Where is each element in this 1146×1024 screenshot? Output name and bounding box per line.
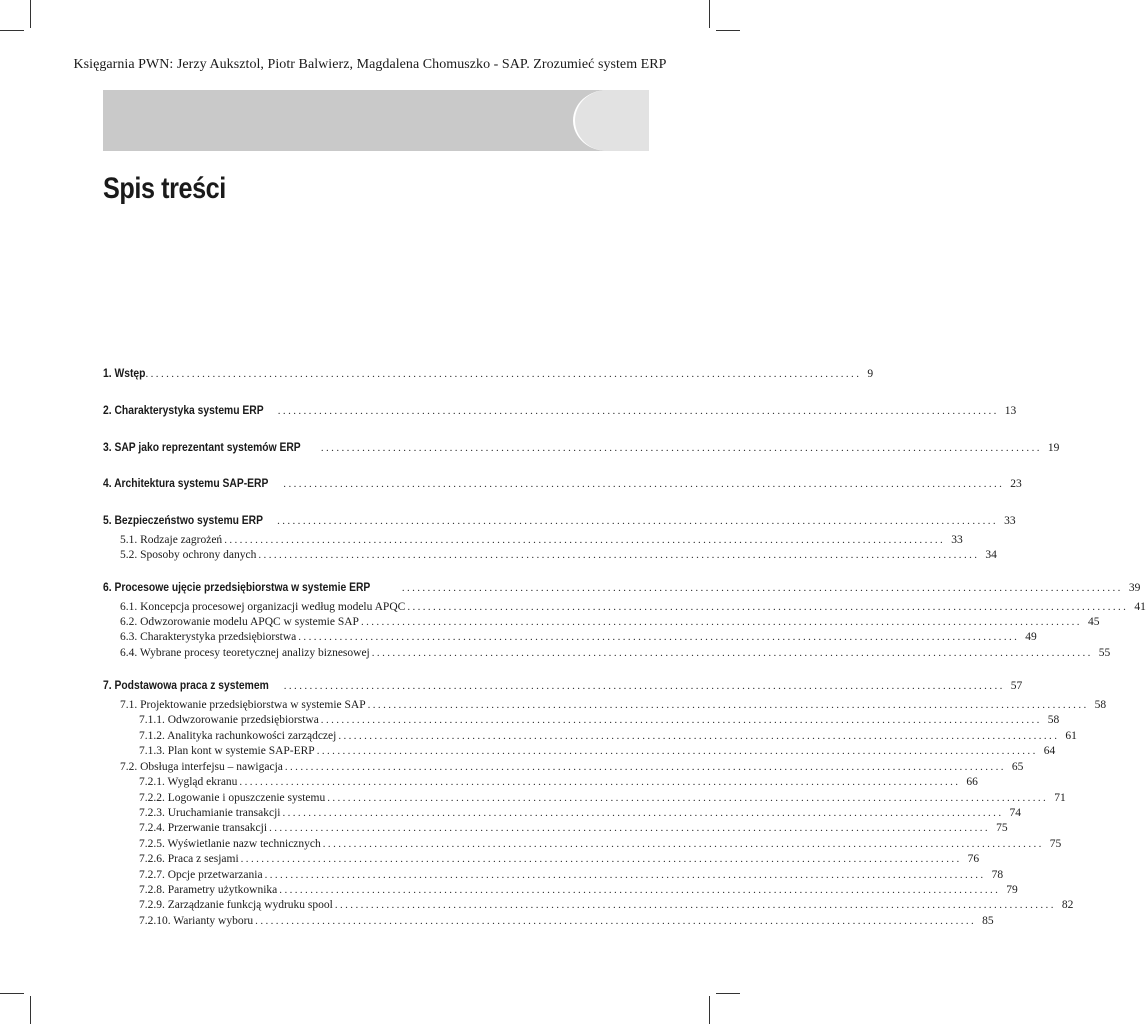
toc-page-number: 61 <box>1065 730 1077 742</box>
toc-page-number: 74 <box>1009 807 1021 819</box>
toc-page-number: 76 <box>967 853 980 865</box>
toc-entry-label: 5.2. Sposoby ochrony danych <box>120 549 257 561</box>
toc-page-number: 23 <box>1010 478 1022 490</box>
crop-mark <box>0 993 24 994</box>
toc-entry-label: 6. Procesowe ujęcie przedsiębiorstwa w systemie ERP <box>103 580 371 594</box>
leader-dots: ............................................................................................................................................ <box>282 807 1004 819</box>
toc-entry[interactable] <box>139 899 1074 911</box>
leader-dots: ............................................................................................................................................ <box>283 680 1005 692</box>
leader-dots: ............................................................................................................................................ <box>283 478 1005 490</box>
toc-entry[interactable] <box>120 616 1100 628</box>
crop-mark <box>30 0 31 28</box>
leader-dots: ............................................................................................................................................ <box>140 368 862 380</box>
leader-dots: ............................................................................................................................................ <box>322 838 1044 850</box>
toc-page-number: 58 <box>1047 714 1060 726</box>
toc-entry[interactable] <box>120 534 963 546</box>
toc-entry[interactable] <box>139 745 1056 757</box>
leader-dots: ............................................................................................................................................ <box>298 631 1020 643</box>
leader-dots: ............................................................................................................................................ <box>327 792 1049 804</box>
leader-dots: ............................................................................................................................................ <box>277 405 999 417</box>
leader-dots: ............................................................................................................................................ <box>284 761 1006 773</box>
toc-entry[interactable] <box>139 853 980 865</box>
toc-entry-label: 5.1. Rodzaje zagrożeń <box>120 534 223 546</box>
toc-page-number: 82 <box>1061 899 1074 911</box>
leader-dots: ............................................................................................................................................ <box>320 714 1042 726</box>
toc-entry-label: 7.2.5. Wyświetlanie nazw technicznych <box>139 838 321 850</box>
page-title: Spis treści <box>103 172 226 205</box>
running-header: Księgarnia PWN: Jerzy Auksztol, Piotr Balwierz, Magdalena Chomuszko - SAP. Zrozumieć system ERP <box>73 57 667 72</box>
leader-dots: ............................................................................................................................................ <box>371 647 1093 659</box>
toc-page-number: 71 <box>1054 792 1066 804</box>
toc-entry-label: 6.4. Wybrane procesy teoretycznej analizy biznesowej <box>120 647 370 659</box>
toc-entry-label: 7. Podstawowa praca z systemem <box>103 678 269 692</box>
crop-mark <box>709 996 710 1024</box>
toc-page-number: 57 <box>1010 680 1023 692</box>
toc-entry-label: 7.2. Obsługa interfejsu – nawigacja <box>120 761 283 773</box>
toc-page-number: 19 <box>1047 442 1060 454</box>
toc-entry[interactable] <box>139 807 1021 819</box>
toc-entry[interactable] <box>139 730 1077 742</box>
toc-entry-label: 7.2.10. Warianty wyboru <box>139 915 254 927</box>
toc-page-number: 79 <box>1006 884 1018 896</box>
toc-entry-label: 7.1.1. Odwzorowanie przedsiębiorstwa <box>139 714 319 726</box>
toc-entry[interactable] <box>120 699 1107 711</box>
toc-page-number: 33 <box>951 534 963 546</box>
toc-page-number: 75 <box>996 822 1008 834</box>
toc-entry-label: 7.1.3. Plan kont w systemie SAP-ERP <box>139 745 315 757</box>
toc-entry[interactable] <box>120 631 1037 643</box>
crop-mark <box>709 0 710 28</box>
leader-dots: ............................................................................................................................................ <box>277 515 999 527</box>
toc-entry[interactable] <box>139 838 1062 850</box>
leader-dots: ............................................................................................................................................ <box>240 853 962 865</box>
crop-mark <box>716 30 740 31</box>
toc-entry[interactable] <box>103 366 874 380</box>
toc-entry-label: 2. Charakterystyka systemu ERP <box>103 403 264 417</box>
toc-entry[interactable] <box>139 776 978 788</box>
toc-page-number: 64 <box>1043 745 1056 757</box>
toc-page-number: 49 <box>1025 631 1037 643</box>
toc-entry-label: 1. Wstęp <box>103 366 146 380</box>
toc-entry[interactable] <box>139 915 994 927</box>
toc-entry[interactable] <box>139 792 1066 804</box>
leader-dots: ............................................................................................................................................ <box>264 869 986 881</box>
leader-dots: ............................................................................................................................................ <box>360 616 1082 628</box>
toc-entry-label: 5. Bezpieczeństwo systemu ERP <box>103 513 264 527</box>
toc-entry[interactable] <box>120 601 1146 613</box>
toc-page-number: 9 <box>867 368 874 380</box>
toc-page-number: 78 <box>991 869 1004 881</box>
leader-dots: ............................................................................................................................................ <box>334 899 1056 911</box>
toc-page-number: 75 <box>1049 838 1062 850</box>
leader-dots: ............................................................................................................................................ <box>316 745 1038 757</box>
toc-page-number: 65 <box>1011 761 1024 773</box>
toc-entry-label: 7.1.2. Analityka rachunkowości zarządczej <box>139 730 337 742</box>
leader-dots: ............................................................................................................................................ <box>279 884 1001 896</box>
toc-entry-label: 7.2.2. Logowanie i opuszczenie systemu <box>139 792 326 804</box>
toc-entry-label: 7.1. Projektowanie przedsiębiorstwa w systemie SAP <box>120 699 366 711</box>
toc-entry-label: 7.2.9. Zarządzanie funkcją wydruku spool <box>139 899 333 911</box>
crop-mark <box>30 996 31 1024</box>
toc-entry[interactable] <box>139 869 1004 881</box>
toc-entry[interactable] <box>103 440 1060 454</box>
toc-entry-label: 7.2.1. Wygląd ekranu <box>139 776 238 788</box>
toc-page-number: 55 <box>1098 647 1111 659</box>
leader-dots: ............................................................................................................................................ <box>255 915 977 927</box>
toc-page-number: 66 <box>966 776 978 788</box>
toc-entry[interactable] <box>103 513 1016 527</box>
toc-entry-label: 7.2.6. Praca z sesjami <box>139 853 239 865</box>
leader-dots: ............................................................................................................................................ <box>239 776 961 788</box>
toc-entry-label: 6.3. Charakterystyka przedsiębiorstwa <box>120 631 297 643</box>
table-of-contents <box>103 0 1146 1024</box>
leader-dots: ............................................................................................................................................ <box>269 822 991 834</box>
toc-page-number: 13 <box>1004 405 1017 417</box>
toc-entry[interactable] <box>120 647 1111 659</box>
leader-dots: ............................................................................................................................................ <box>224 534 946 546</box>
toc-entry-label: 7.2.3. Uruchamianie transakcji <box>139 807 281 819</box>
toc-entry[interactable] <box>103 580 1141 594</box>
toc-page-number: 39 <box>1128 582 1141 594</box>
toc-entry-label: 7.2.8. Parametry użytkownika <box>139 884 278 896</box>
toc-entry[interactable] <box>120 761 1024 773</box>
toc-page-number: 34 <box>985 549 997 561</box>
toc-entry[interactable] <box>103 678 1023 692</box>
toc-page-number: 45 <box>1087 616 1100 628</box>
leader-dots: ............................................................................................................................................ <box>338 730 1060 742</box>
toc-entry-label: 6.2. Odwzorowanie modelu APQC w systemie SAP <box>120 616 359 628</box>
leader-dots: ............................................................................................................................................ <box>258 549 980 561</box>
toc-entry[interactable] <box>103 476 1022 490</box>
crop-mark <box>716 993 740 994</box>
toc-entry-label: 7.2.7. Opcje przetwarzania <box>139 869 263 881</box>
toc-entry[interactable] <box>120 549 997 561</box>
leader-dots: ............................................................................................................................................ <box>367 699 1089 711</box>
toc-entry-label: 4. Architektura systemu SAP-ERP <box>103 476 269 490</box>
leader-dots: ............................................................................................................................................ <box>320 442 1042 454</box>
toc-entry[interactable] <box>139 822 1008 834</box>
leader-dots: ............................................................................................................................................ <box>401 582 1123 594</box>
crop-mark <box>0 30 24 31</box>
toc-entry[interactable] <box>139 884 1018 896</box>
toc-page-number: 41 <box>1134 601 1146 613</box>
toc-page-number: 85 <box>982 915 994 927</box>
leader-dots: ............................................................................................................................................ <box>407 601 1129 613</box>
toc-entry-label: 7.2.4. Przerwanie transakcji <box>139 822 268 834</box>
toc-entry[interactable] <box>103 403 1017 417</box>
toc-entry-label: 6.1. Koncepcja procesowej organizacji według modelu APQC <box>120 601 406 613</box>
toc-entry[interactable] <box>139 714 1060 726</box>
toc-page-number: 58 <box>1094 699 1107 711</box>
toc-page-number: 33 <box>1004 515 1016 527</box>
toc-entry-label: 3. SAP jako reprezentant systemów ERP <box>103 440 301 454</box>
